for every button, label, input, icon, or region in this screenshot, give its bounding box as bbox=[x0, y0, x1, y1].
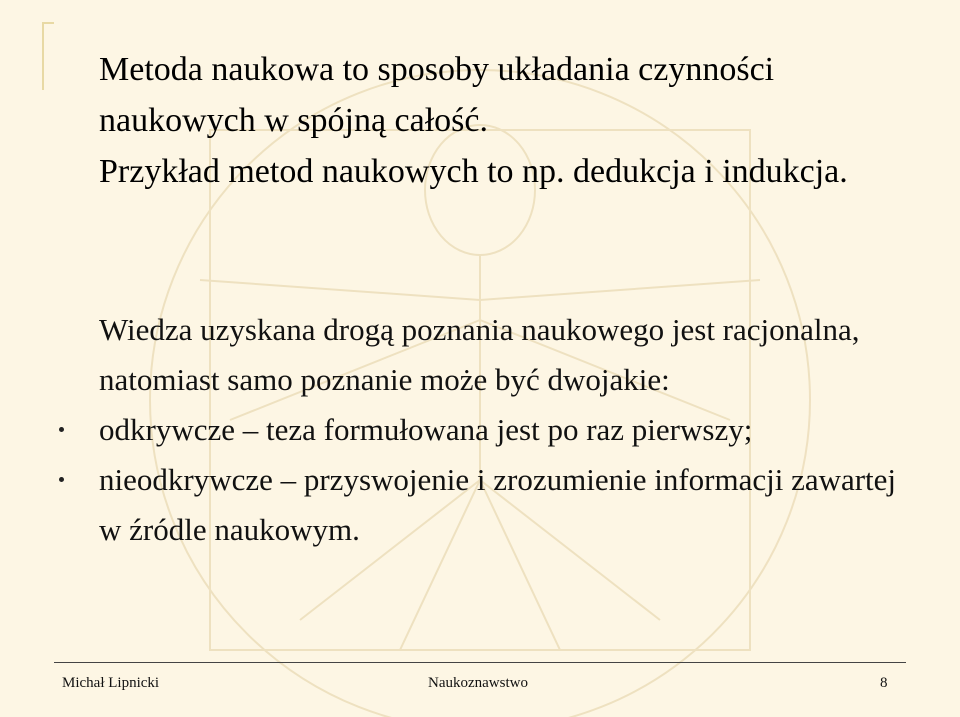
page-number: 8 bbox=[880, 675, 888, 691]
bullet-icon bbox=[59, 427, 64, 432]
list-item bbox=[99, 405, 899, 455]
list-item bbox=[99, 455, 899, 555]
paragraph-method-example: Przykład metod naukowych to np. dedukcja i indukcja. bbox=[99, 153, 848, 190]
bullet-text-non-discovery: nieodkrywcze – przyswojenie i zrozumienie informacji zawartej w źródle naukowym. bbox=[99, 462, 897, 547]
footer-author: Michał Lipnicki bbox=[62, 675, 160, 691]
main-text-block bbox=[99, 305, 899, 555]
bullet-text-discovery: odkrywcze – teza formułowana jest po raz pierwszy; bbox=[99, 412, 753, 447]
paragraph-method-definition: Metoda naukowa to sposoby układania czynności naukowych w spójną całość. bbox=[99, 51, 775, 139]
footer-divider bbox=[54, 662, 906, 663]
corner-decoration bbox=[42, 22, 54, 90]
footer-subject: Naukoznawstwo bbox=[428, 675, 528, 691]
bullet-icon bbox=[59, 477, 64, 482]
paragraph-knowledge-intro: Wiedza uzyskana drogą poznania naukowego jest racjonalna, natomiast samo poznanie może być dwojakie: bbox=[99, 312, 860, 397]
top-text-block bbox=[99, 44, 879, 197]
bullet-list bbox=[99, 405, 899, 555]
